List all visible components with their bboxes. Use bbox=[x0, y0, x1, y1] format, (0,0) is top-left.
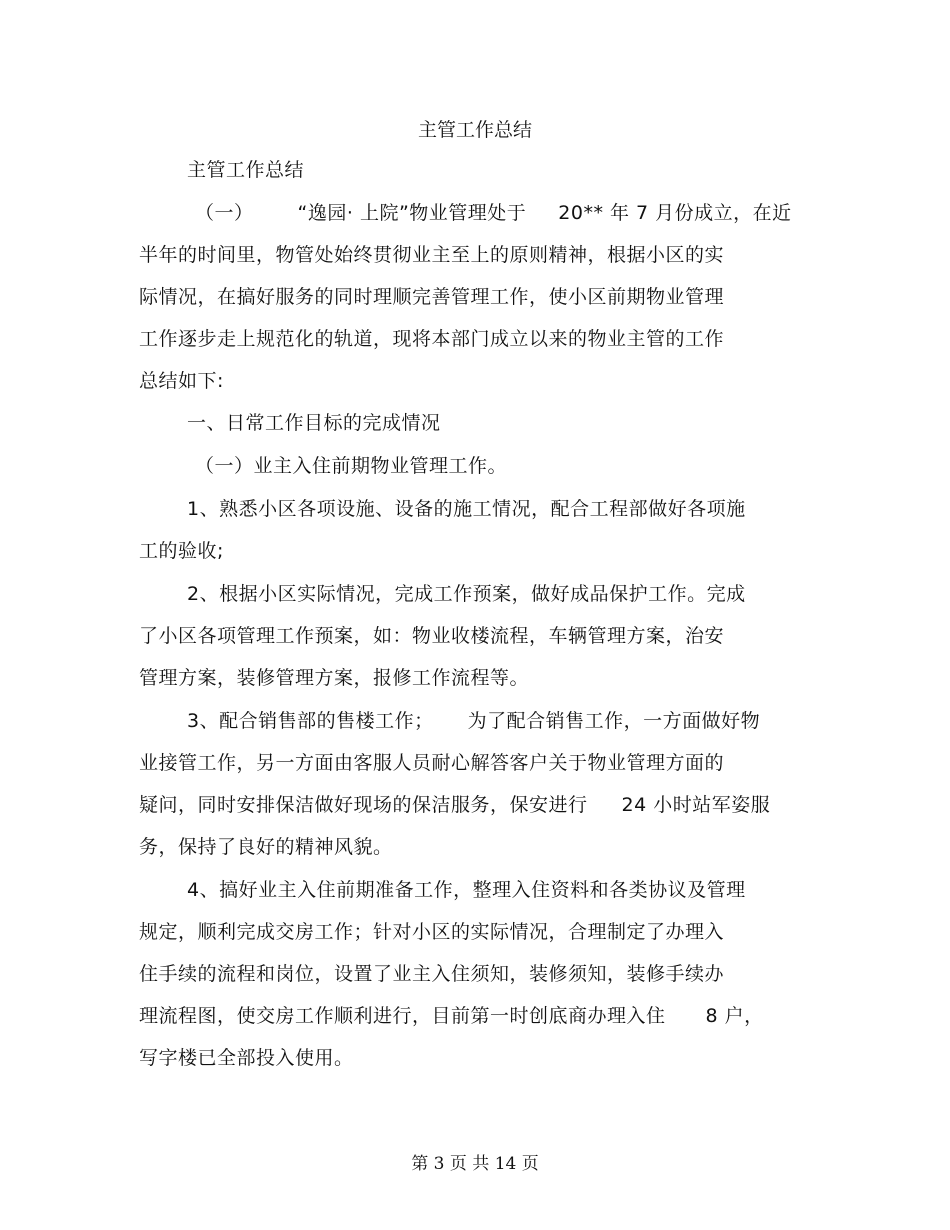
subtitle: 主管工作总结 bbox=[187, 159, 305, 181]
intro-date: 20** 年 7 月份成立，在近 bbox=[558, 202, 792, 224]
item-3-line-2: 业接管工作，另一方面由客服人员耐心解答客户关于物业管理方面的 bbox=[139, 752, 725, 774]
intro-line-2: 半年的时间里，物管处始终贯彻业主至上的原则精神，根据小区的实 bbox=[139, 244, 725, 266]
page-footer: 第 3 页 共 14 页 bbox=[411, 1154, 539, 1174]
item-4-line-5: 写字楼已全部投入使用。 bbox=[139, 1047, 354, 1069]
intro-project-name: “逸园· 上院”物业管理处于 bbox=[297, 202, 527, 224]
intro-line-1 bbox=[195, 200, 792, 226]
intro-line-4: 工作逐步走上规范化的轨道，现将本部门成立以来的物业主管的工作 bbox=[139, 328, 725, 350]
item-2-line-3: 管理方案，装修管理方案，报修工作流程等。 bbox=[139, 667, 530, 689]
item-4-line-4-part-b: 8 户， bbox=[705, 1005, 764, 1027]
item-1-line-2: 工的验收; bbox=[139, 540, 224, 562]
intro-marker: （一） bbox=[195, 202, 254, 224]
item-3-line-1 bbox=[187, 708, 760, 734]
item-1-line-1: 1、熟悉小区各项设施、设备的施工情况，配合工程部做好各项施 bbox=[187, 498, 746, 520]
page-title: 主管工作总结 bbox=[417, 119, 532, 141]
item-3-line-4: 务，保持了良好的精神风貌。 bbox=[139, 836, 393, 858]
item-4-line-4 bbox=[139, 1003, 764, 1029]
item-4-line-1: 4、搞好业主入住前期准备工作，整理入住资料和各类协议及管理 bbox=[187, 879, 746, 901]
item-3-line-3 bbox=[139, 792, 770, 818]
item-3-line-3-part-a: 疑问，同时安排保洁做好现场的保洁服务，保安进行 bbox=[139, 794, 588, 816]
item-2-line-1: 2、根据小区实际情况，完成工作预案，做好成品保护工作。完成 bbox=[187, 583, 746, 605]
item-4-line-2: 规定，顺利完成交房工作；针对小区的实际情况，合理制定了办理入 bbox=[139, 921, 725, 943]
item-3-line-1-part-a: 3、配合销售部的售楼工作； bbox=[187, 710, 434, 732]
item-2-line-2: 了小区各项管理工作预案，如：物业收楼流程，车辆管理方案，治安 bbox=[139, 625, 725, 647]
subsection-heading: （一）业主入住前期物业管理工作。 bbox=[195, 455, 508, 477]
item-3-line-3-part-b: 24 小时站军姿服 bbox=[621, 794, 771, 816]
item-3-line-1-part-b: 为了配合销售工作，一方面做好物 bbox=[467, 710, 761, 732]
item-4-line-3: 住手续的流程和岗位，设置了业主入住须知，装修须知，装修手续办 bbox=[139, 963, 725, 985]
intro-line-3: 际情况，在搞好服务的同时理顺完善管理工作，使小区前期物业管理 bbox=[139, 286, 725, 308]
section-heading: 一、日常工作目标的完成情况 bbox=[187, 412, 441, 434]
intro-line-5: 总结如下: bbox=[139, 370, 224, 392]
item-4-line-4-part-a: 理流程图，使交房工作顺利进行，目前第一时创底商办理入住 bbox=[139, 1005, 666, 1027]
